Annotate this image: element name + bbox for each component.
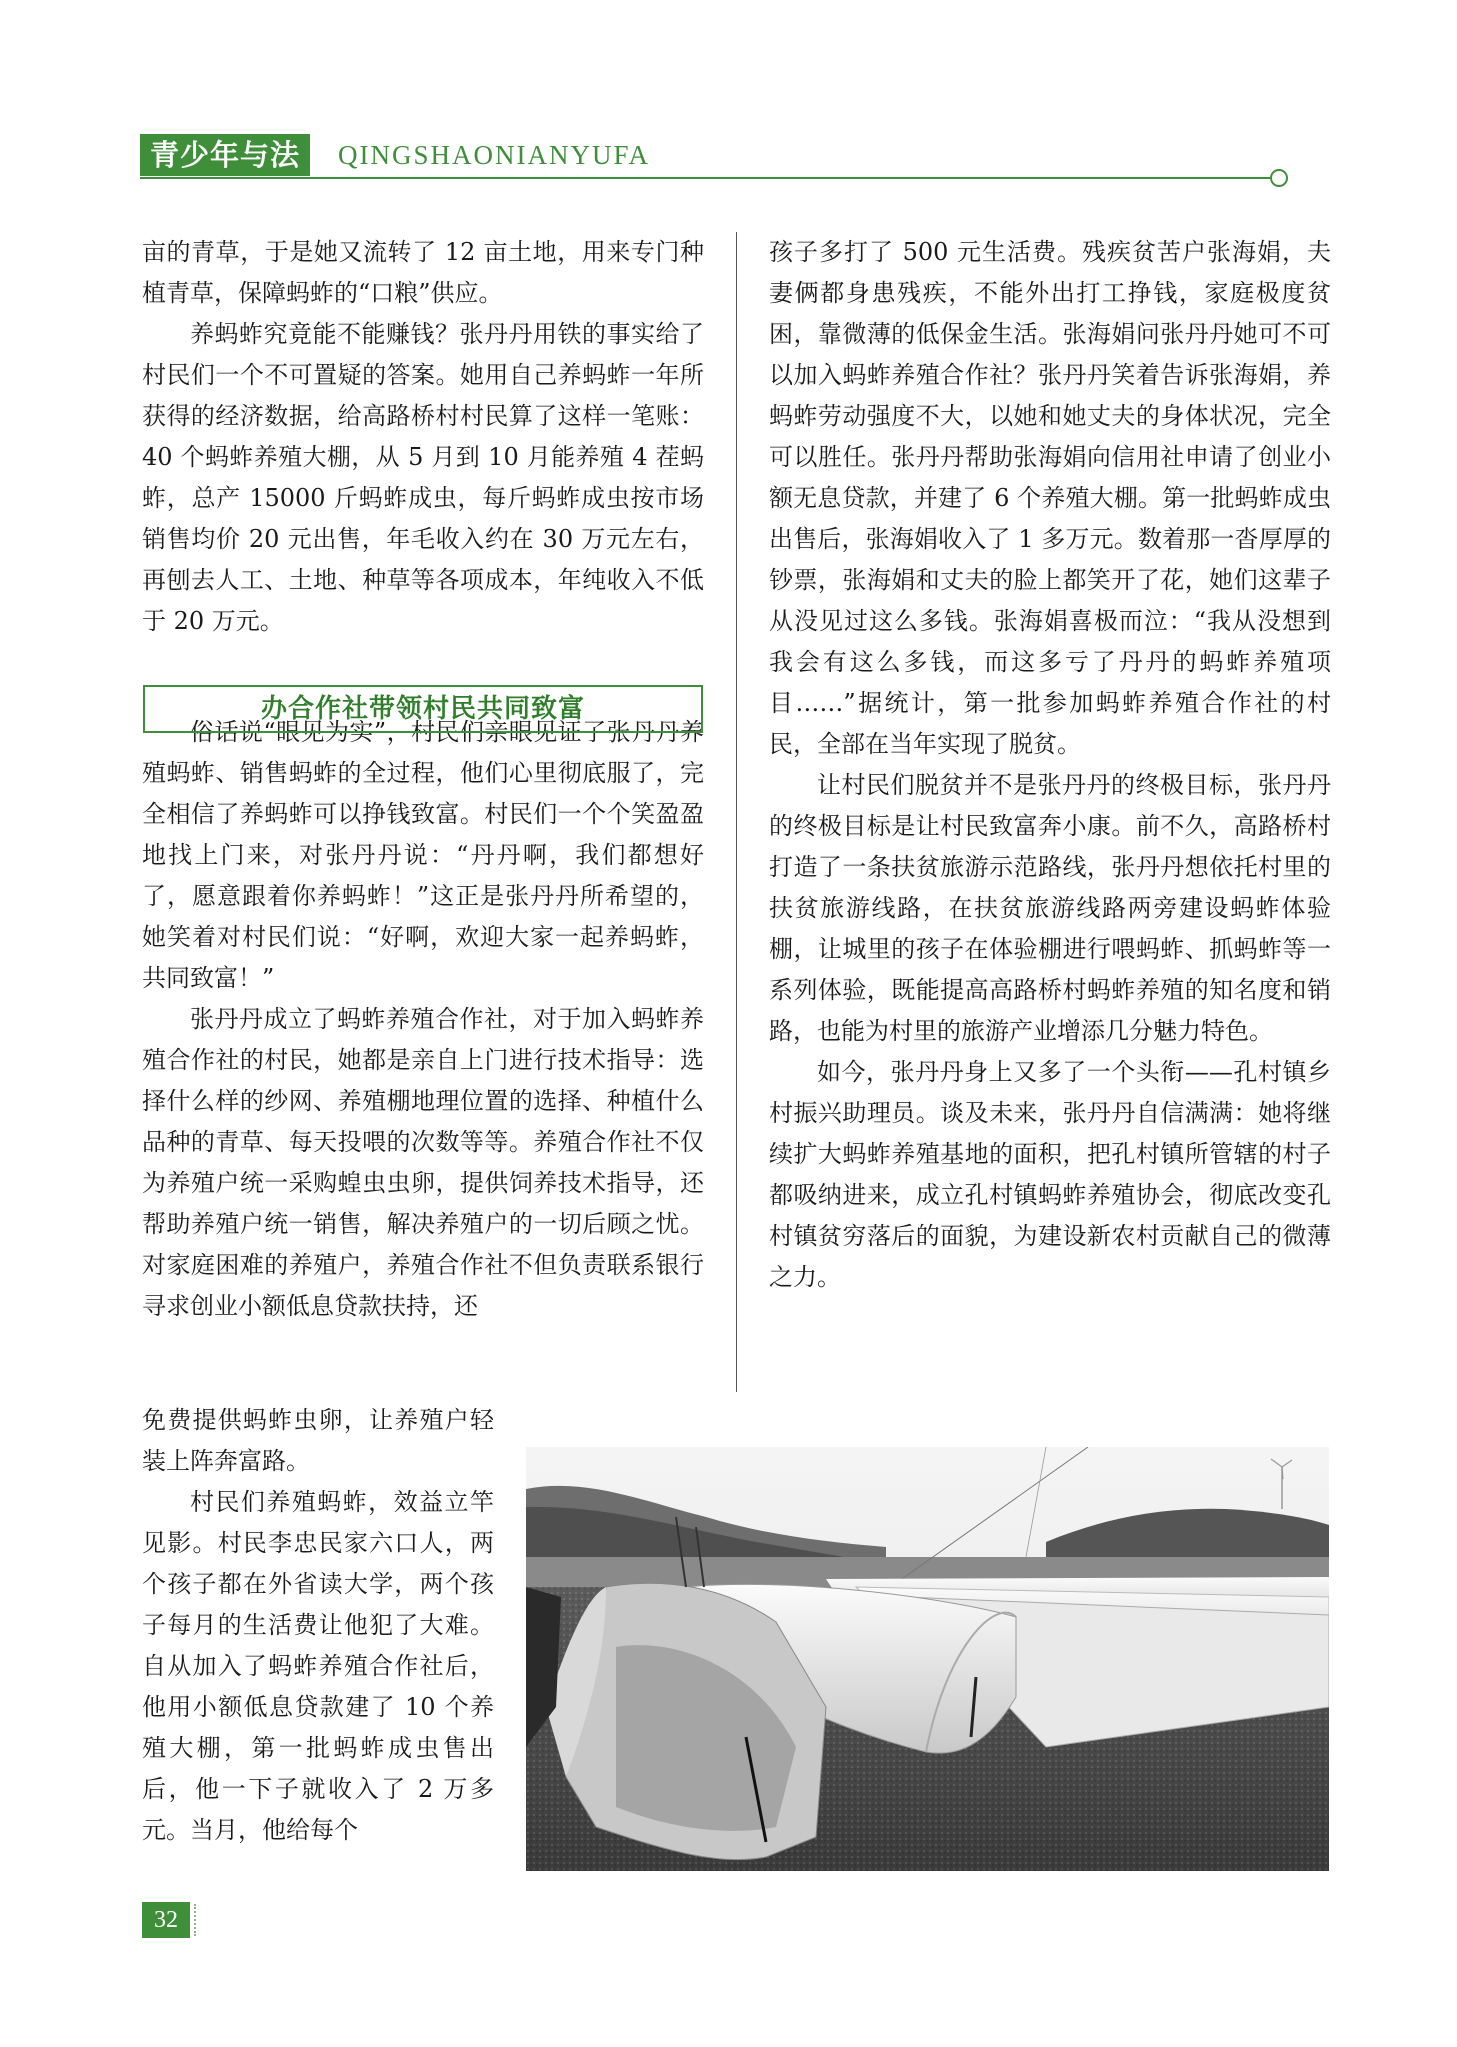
- header-rule: [140, 177, 1270, 179]
- paragraph: 免费提供蚂蚱虫卵，让养殖户轻装上阵奔富路。: [142, 1406, 494, 1475]
- header-rule-end-circle: [1270, 169, 1288, 187]
- paragraph: 孩子多打了 500 元生活费。残疾贫苦户张海娟，夫妻俩都身患残疾，不能外出打工挣钱，家庭极度贫困，靠微薄的低保金生活。张海娟问张丹丹她可不可以加入蚂蚱养殖合作社？张丹丹笑着告诉张海娟，养蚂蚱劳动强度不大，以她和她丈夫的身体状况，完全可以胜任。张丹丹帮助张海娟向信用社申请了创业小额无息贷款，并建了 6 个养殖大棚。第一批蚂蚱成虫出售后，张海娟收入了 1 多万元。数着那一沓厚厚的钞票，张海娟和丈夫的脸上都笑开了花，她们这辈子从没见过这么多钱。张海娟喜极而泣：“我从没想到我会有这么多钱，而这多亏了丹丹的蚂蚱养殖项目……”据统计，第一批参加蚂蚱养殖合作社的村民，全部在当年实现了脱贫。: [769, 238, 1331, 758]
- greenhouse-photo: [526, 1447, 1329, 1871]
- paragraph: 俗话说“眼见为实”，村民们亲眼见证了张丹丹养殖蚂蚱、销售蚂蚱的全过程，他们心里彻底服了，完全相信了养蚂蚱可以挣钱致富。村民们一个个笑盈盈地找上门来，对张丹丹说：“丹丹啊，我们都想好了，愿意跟着你养蚂蚱！”这正是张丹丹所希望的，她笑着对村民们说：“好啊，欢迎大家一起养蚂蚱，共同致富！”: [142, 718, 704, 992]
- left-column: [142, 232, 704, 1327]
- magazine-title-pinyin: QINGSHAONIANYUFA: [338, 140, 650, 170]
- paragraph: 让村民们脱贫并不是张丹丹的终极目标，张丹丹的终极目标是让村民致富奔小康。前不久，高路桥村打造了一条扶贫旅游示范路线，张丹丹想依托村里的扶贫旅游线路，在扶贫旅游线路两旁建设蚂蚱体验棚，让城里的孩子在体验棚进行喂蚂蚱、抓蚂蚱等一系列体验，既能提高高路桥村蚂蚱养殖的知名度和销路，也能为村里的旅游产业增添几分魅力特色。: [769, 771, 1331, 1045]
- paragraph: 村民们养殖蚂蚱，效益立竿见影。村民李忠民家六口人，两个孩子都在外省读大学，两个孩子每月的生活费让他犯了大难。自从加入了蚂蚱养殖合作社后，他用小额低息贷款建了 10 个养殖大棚，第一批蚂蚱成虫售出后，他一下子就收入了 2 万多元。当月，他给每个: [142, 1488, 494, 1844]
- bottom-left-column: [142, 1400, 494, 1851]
- paragraph: 如今，张丹丹身上又多了一个头衔——孔村镇乡村振兴助理员。谈及未来，张丹丹自信满满：她将继续扩大蚂蚱养殖基地的面积，把孔村镇所管辖的村子都吸纳进来，成立孔村镇蚂蚱养殖协会，彻底改变孔村镇贫穷落后的面貌，为建设新农村贡献自己的微薄之力。: [769, 1058, 1331, 1291]
- magazine-title: 青少年与法: [140, 134, 310, 176]
- page-number: 32: [142, 1902, 190, 1938]
- paragraph: 养蚂蚱究竟能不能赚钱？张丹丹用铁的事实给了村民们一个不可置疑的答案。她用自己养蚂蚱一年所获得的经济数据，给高路桥村村民算了这样一笔账：40 个蚂蚱养殖大棚，从 5 月到 10 月能养殖 4 茬蚂蚱，总产 15000 斤蚂蚱成虫，每斤蚂蚱成虫按市场销售均价 20 元出售，年毛收入约在 30 万元左右，再刨去人工、土地、种草等各项成本，年纯收入不低于 20 万元。: [142, 320, 704, 635]
- section-heading: 办合作社带领村民共同致富: [143, 685, 703, 733]
- page-number-dots: [194, 1904, 198, 1936]
- paragraph: 张丹丹成立了蚂蚱养殖合作社，对于加入蚂蚱养殖合作社的村民，她都是亲自上门进行技术指导：选择什么样的纱网、养殖棚地理位置的选择、种植什么品种的青草、每天投喂的次数等等。养殖合作社不仅为养殖户统一采购蝗虫虫卵，提供饲养技术指导，还帮助养殖户统一销售，解决养殖户的一切后顾之忧。对家庭困难的养殖户，养殖合作社不但负责联系银行寻求创业小额低息贷款扶持，还: [142, 1005, 704, 1320]
- column-divider: [736, 232, 737, 1392]
- paragraph: 亩的青草，于是她又流转了 12 亩土地，用来专门种植青草，保障蚂蚱的“口粮”供应。: [142, 238, 704, 307]
- right-column: [769, 232, 1331, 1298]
